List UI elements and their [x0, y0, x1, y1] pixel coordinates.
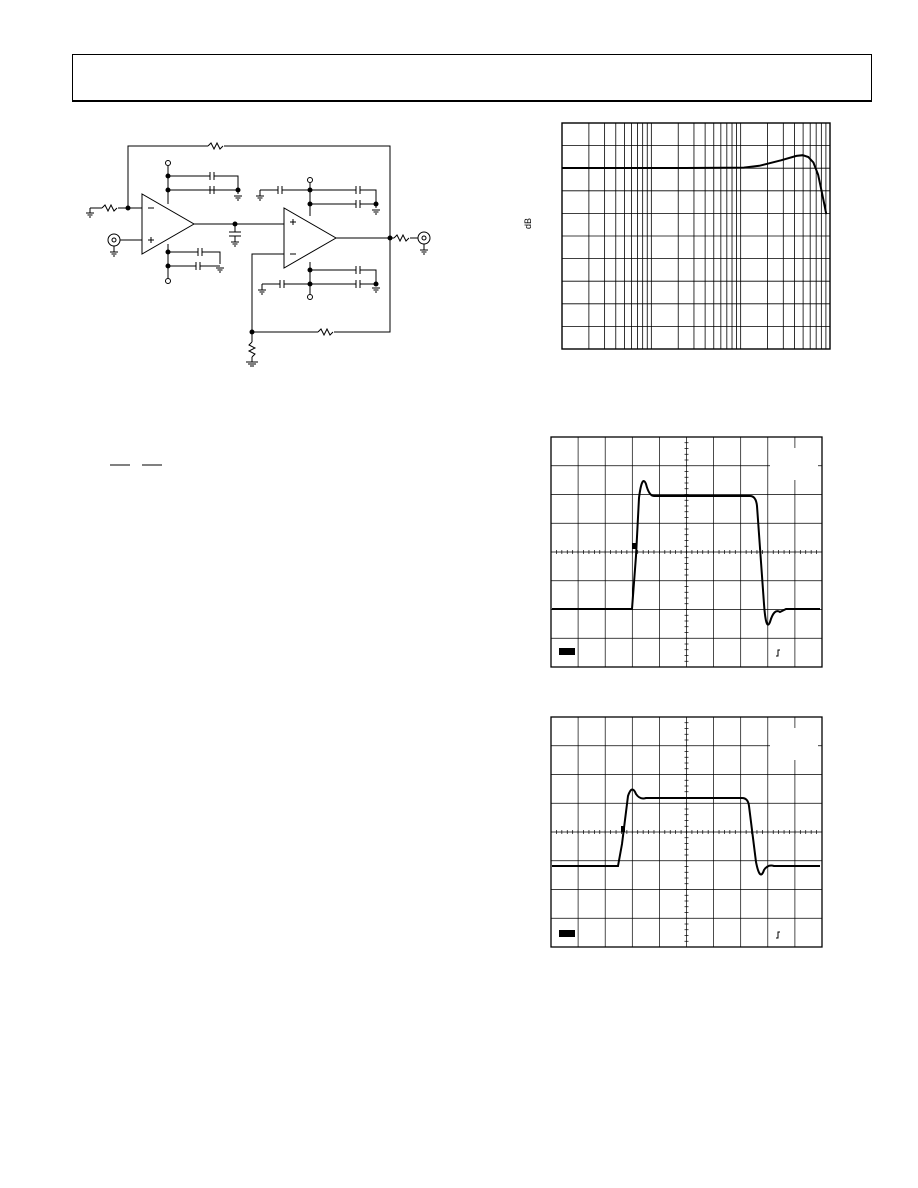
scope-1-trigger-marker [632, 543, 637, 549]
scope-1-rising-edge-icon [776, 650, 780, 656]
pulse-response-scope-1 [550, 436, 824, 670]
equation-fraction-bars [110, 464, 170, 468]
scope-2-rising-edge-icon [776, 932, 780, 938]
frequency-response-chart [520, 116, 840, 356]
scope-1-channel-marker [559, 648, 575, 655]
scope-2-label-blank [770, 728, 818, 760]
scope-1-label-blank [770, 448, 818, 480]
scope-1-trace [552, 481, 820, 625]
scope-2-channel-marker [559, 930, 575, 937]
scope-2-trigger-marker [621, 826, 625, 832]
page-header-frame [72, 54, 872, 102]
y-axis-label: dB [523, 217, 533, 229]
circuit-schematic [80, 136, 440, 376]
pulse-response-scope-2 [550, 716, 824, 950]
